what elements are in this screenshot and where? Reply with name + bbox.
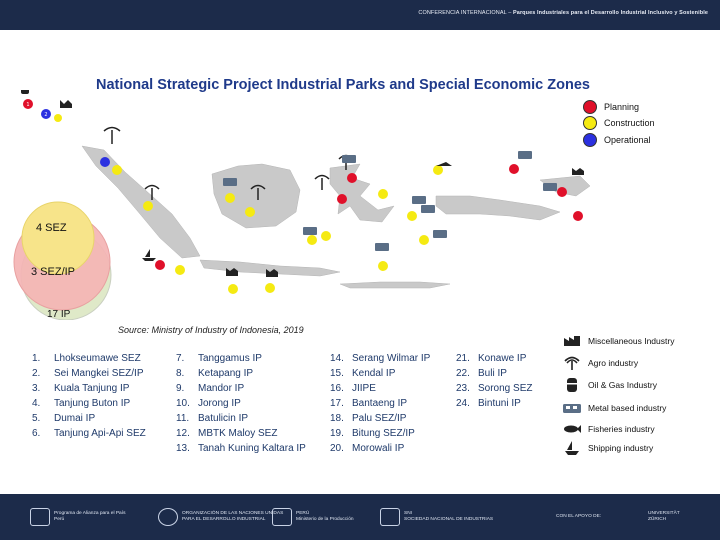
map-marker xyxy=(228,284,238,294)
list-item: 1. Lhokseumawe SEZ xyxy=(32,353,141,364)
list-item: 3. Kuala Tanjung IP xyxy=(32,383,130,394)
map-marker xyxy=(321,231,331,241)
map-marker xyxy=(225,193,235,203)
map-marker xyxy=(573,211,583,221)
peru-logo-icon xyxy=(272,508,292,526)
list-item: 6. Tanjung Api-Api SEZ xyxy=(32,428,146,439)
map-marker xyxy=(265,283,275,293)
map-marker xyxy=(155,260,165,270)
metal-machine-icon xyxy=(543,183,557,191)
oil-barrel-icon xyxy=(562,377,582,393)
venn-sez-circle xyxy=(22,202,94,274)
metal-machine-icon xyxy=(303,227,317,235)
list-item: 11. Batulicin IP xyxy=(176,413,249,424)
list-item: 23. Sorong SEZ xyxy=(456,383,533,394)
venn-sez-label: 4 SEZ xyxy=(36,222,67,234)
map-marker xyxy=(143,201,153,211)
map-marker xyxy=(347,173,357,183)
legend-construction-label: Construction xyxy=(604,118,655,128)
factory-icon xyxy=(60,100,72,108)
map-marker-label: 2 xyxy=(44,112,48,118)
category-metal-label: Metal based industry xyxy=(588,403,667,413)
palm-tree-icon xyxy=(315,176,329,191)
fish-icon xyxy=(562,421,582,437)
park-list-col2 xyxy=(176,351,306,456)
header-conference: CONFERENCIA INTERNACIONAL – xyxy=(418,10,512,16)
list-item: 9. Mandor IP xyxy=(176,383,245,394)
unido-logo-icon xyxy=(158,508,178,526)
page-title: National Strategic Project Industrial Parks and Special Economic Zones xyxy=(96,77,590,93)
list-item: 4. Tanjung Buton IP xyxy=(32,398,131,409)
factory-icon xyxy=(572,168,584,175)
list-item: 20. Morowali IP xyxy=(330,443,405,454)
map-marker xyxy=(433,165,443,175)
map-marker xyxy=(100,157,110,167)
category-fisheries xyxy=(562,421,655,437)
metal-machine-icon xyxy=(375,243,389,251)
footer-support-label: CON EL APOYO DE: xyxy=(556,514,602,519)
map-marker xyxy=(112,165,122,175)
indonesia-map xyxy=(0,90,720,320)
map-marker xyxy=(54,114,62,122)
list-item: 14. Serang Wilmar IP xyxy=(330,353,431,364)
map-marker xyxy=(337,194,347,204)
metal-machine-icon xyxy=(421,205,435,213)
footer-logo-produce: PERÚ Ministerio de la Producción xyxy=(272,503,354,531)
list-item: 8. Ketapang IP xyxy=(176,368,254,379)
oil-barrel-icon xyxy=(21,90,29,94)
factory-icon xyxy=(562,333,582,349)
list-item: 21. Konawe IP xyxy=(456,353,527,364)
venn-ip-label: 17 IP xyxy=(47,309,71,320)
category-shipping-label: Shipping industry xyxy=(588,443,654,453)
list-item: 19. Bitung SEZ/IP xyxy=(330,428,415,439)
category-shipping xyxy=(562,440,653,456)
park-list-col3 xyxy=(330,351,430,456)
category-oil-gas xyxy=(562,377,657,393)
legend-operational-label: Operational xyxy=(604,135,651,145)
category-misc xyxy=(562,333,674,349)
map-marker xyxy=(557,187,567,197)
map-marker xyxy=(378,189,388,199)
list-item: 13. Tanah Kuning Kaltara IP xyxy=(176,443,306,454)
list-item: 22. Buli IP xyxy=(456,368,507,379)
metal-machine-icon xyxy=(518,151,532,159)
list-item: 16. JIIPE xyxy=(330,383,376,394)
footer-logo-uzh: UNIVERSITÄT ZÜRICH xyxy=(648,511,680,522)
list-item: 12. MBTK Maloy SEZ xyxy=(176,428,278,439)
header-conference-text xyxy=(418,10,708,16)
sni-logo-icon xyxy=(380,508,400,526)
list-item: 15. Kendal IP xyxy=(330,368,396,379)
park-list-col1 xyxy=(32,351,146,441)
footer-logo-alianza: Programa de Alianza para el País Perú xyxy=(30,503,125,531)
list-item: 17. Bantaeng IP xyxy=(330,398,408,409)
category-metal xyxy=(562,400,666,416)
metal-machine-icon xyxy=(412,196,426,204)
metal-machine-icon xyxy=(562,400,582,416)
metal-machine-icon xyxy=(433,230,447,238)
map-marker xyxy=(175,265,185,275)
list-item: 10. Jorong IP xyxy=(176,398,241,409)
ship-icon xyxy=(142,249,156,261)
footer-logo-sni: SNI SOCIEDAD NACIONAL DE INDUSTRIAS xyxy=(380,503,493,531)
map-marker xyxy=(407,211,417,221)
fish-icon xyxy=(436,162,452,166)
park-list-col4 xyxy=(456,351,532,411)
footer-logo-unido: ORGANIZACIÓN DE LAS NACIONES UNIDAS PARA EL DESARROLLO INDUSTRIAL xyxy=(158,503,283,531)
map-marker xyxy=(307,235,317,245)
map-marker xyxy=(509,164,519,174)
header-subtitle: Parques Industriales para el Desarrollo Industrial Inclusivo y Sostenible xyxy=(513,10,708,16)
list-item: 24. Bintuni IP xyxy=(456,398,521,409)
header-bar xyxy=(0,0,720,30)
palm-tree-icon xyxy=(562,355,582,371)
map-marker xyxy=(419,235,429,245)
alianza-logo-icon xyxy=(30,508,50,526)
category-misc-label: Miscellaneous Industry xyxy=(588,336,675,346)
list-item: 18. Palu SEZ/IP xyxy=(330,413,407,424)
category-oil-gas-label: Oil & Gas Industry xyxy=(588,380,657,390)
list-item: 5. Dumai IP xyxy=(32,413,96,424)
category-agro xyxy=(562,355,638,371)
category-fisheries-label: Fisheries industry xyxy=(588,424,655,434)
list-item: 7. Tanggamus IP xyxy=(176,353,262,364)
legend-planning-label: Planning xyxy=(604,102,640,112)
list-item: 2. Sei Mangkei SEZ/IP xyxy=(32,368,144,379)
ship-icon xyxy=(562,440,582,456)
category-agro-label: Agro industry xyxy=(588,358,639,368)
venn-sez-ip-label: 3 SEZ/IP xyxy=(31,266,76,278)
map-marker-label: 1 xyxy=(26,102,30,108)
metal-machine-icon xyxy=(342,155,356,163)
metal-machine-icon xyxy=(223,178,237,186)
map-marker xyxy=(378,261,388,271)
map-marker xyxy=(245,207,255,217)
source-note: Source: Ministry of Industry of Indonesia, 2019 xyxy=(118,325,304,335)
